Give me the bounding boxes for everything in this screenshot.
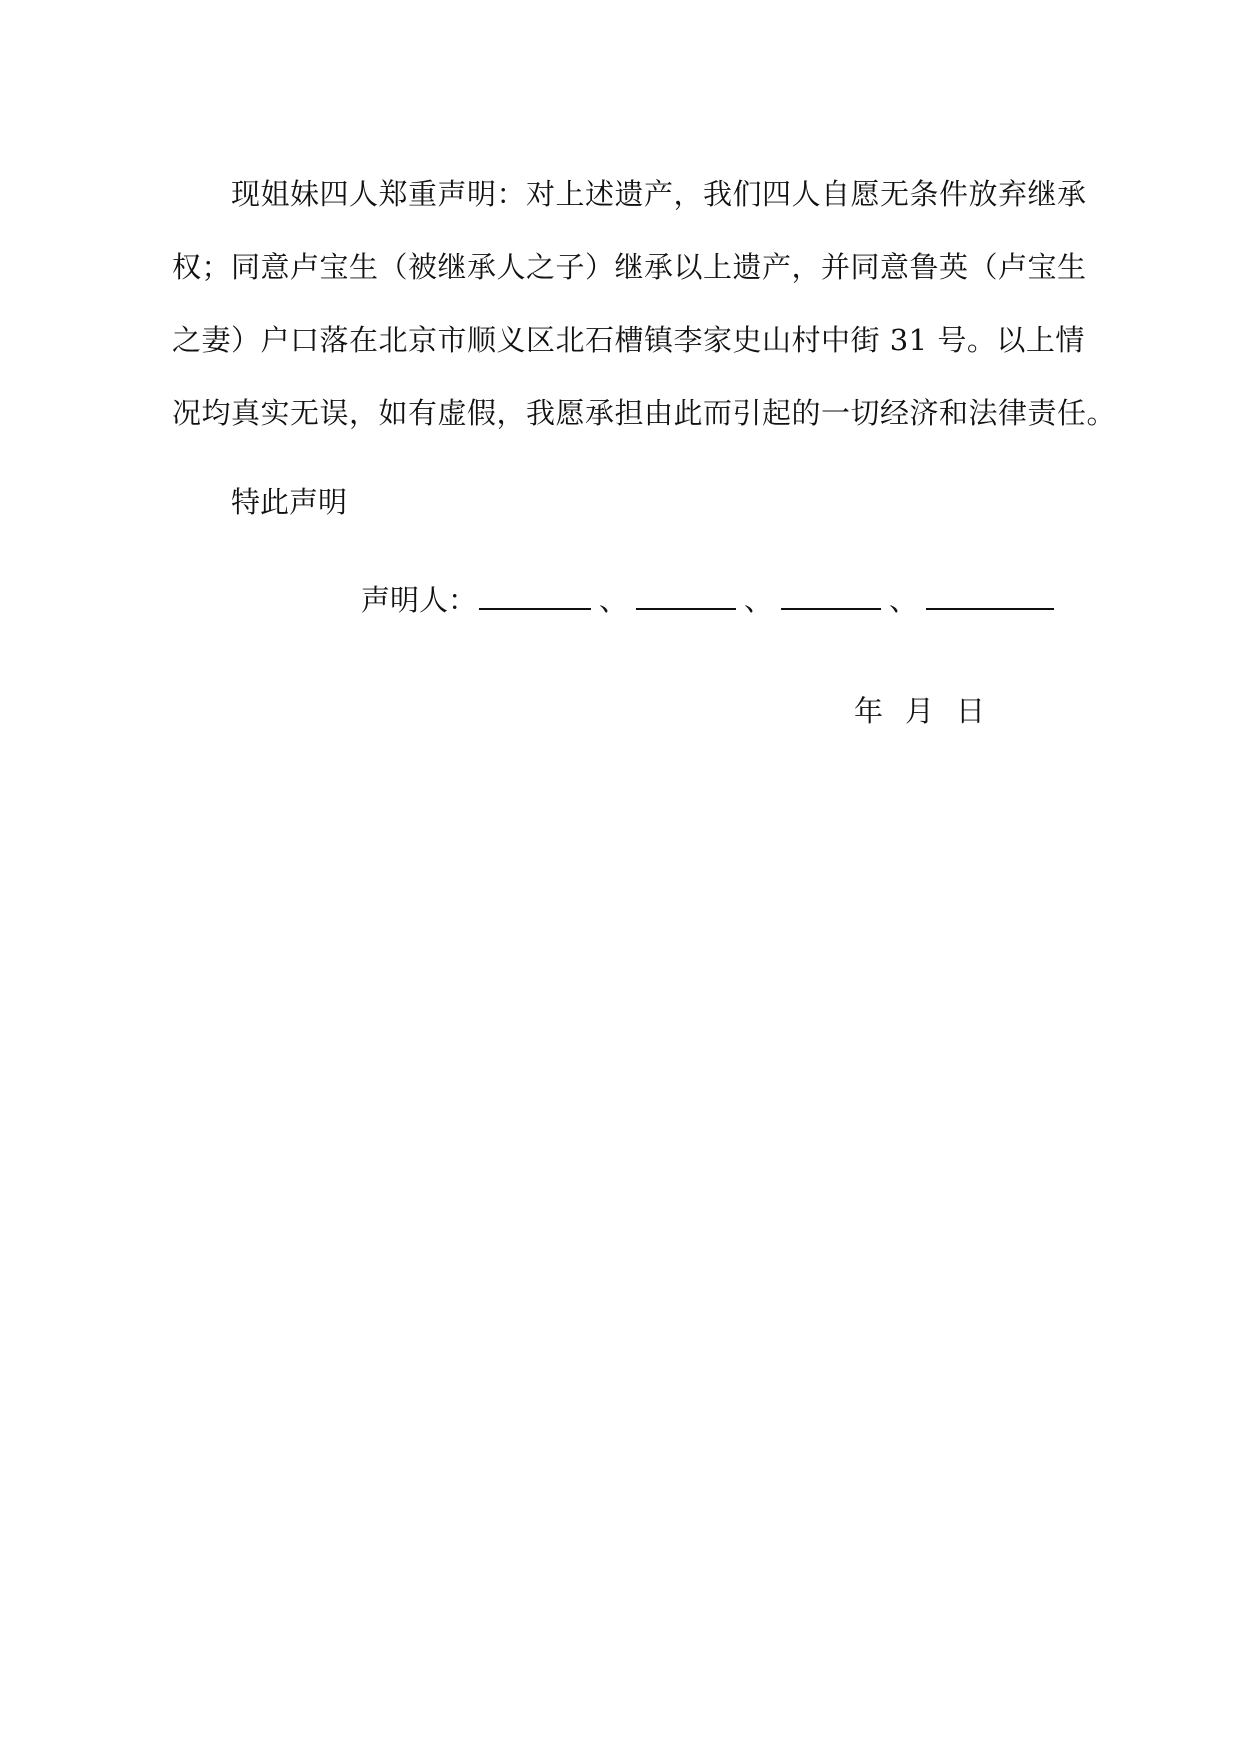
separator: 、 [889, 583, 919, 617]
signature-blank-1[interactable] [479, 580, 591, 610]
paragraph-line: 现姐妹四人郑重声明：对上述遗产，我们四人自愿无条件放弃继承 [231, 177, 1087, 211]
signers-label: 声明人： [361, 583, 478, 617]
paragraph-line: 权；同意卢宝生（被继承人之子）继承以上遗产，并同意鲁英（卢宝生 [172, 250, 1087, 284]
date-year-label: 年 [854, 694, 884, 728]
separator: 、 [744, 583, 774, 617]
date-line [854, 691, 985, 731]
signature-blank-3[interactable] [781, 580, 881, 610]
paragraph-line: 之妻）户口落在北京市顺义区北石槽镇李家史山村中街 31 号。以上情 [172, 323, 1085, 357]
separator: 、 [599, 583, 629, 617]
paragraph-line: 况均真实无误，如有虚假，我愿承担由此而引起的一切经济和法律责任。 [172, 396, 1117, 430]
signature-blank-4[interactable] [926, 580, 1054, 610]
date-month-label: 月 [905, 694, 935, 728]
signers-row [361, 580, 1056, 620]
signature-blank-2[interactable] [636, 580, 736, 610]
declaration-paragraph [172, 158, 1117, 450]
date-day-label: 日 [956, 694, 986, 728]
closing-statement: 特此声明 [231, 485, 348, 519]
